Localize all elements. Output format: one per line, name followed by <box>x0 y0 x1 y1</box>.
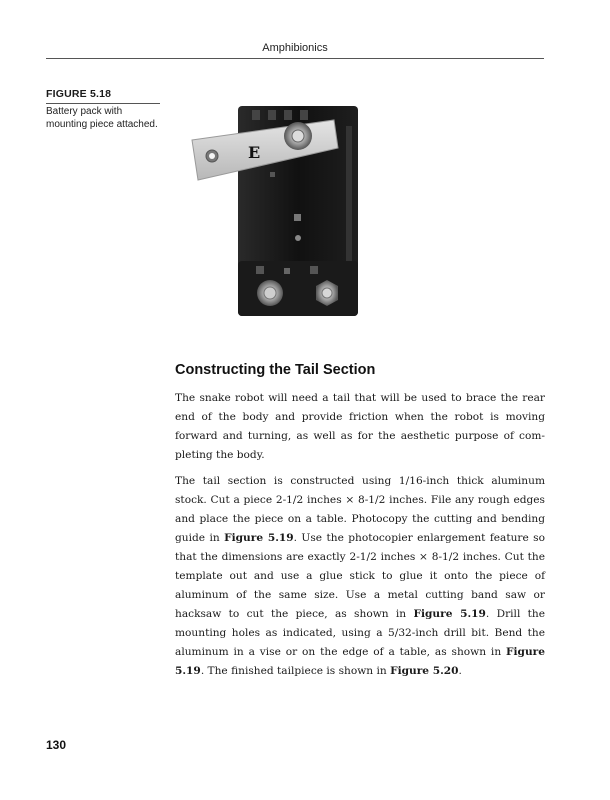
figure-ref-5-19-a: Figure 5.19 <box>224 532 294 544</box>
figure-ref-5-19-c: Figure 5.19 <box>175 646 545 677</box>
page-number: 130 <box>46 738 67 752</box>
paragraph-2-text-3: . Drill the mounting holes as indicated, using a 5/32-inch drill bit. Bend the aluminum in a vise or on the edge of a table, as shown in <box>175 608 546 658</box>
paragraph-2-text-1: The tail section is constructed using 1/16-inch thick aluminum stock. Cut a piece 2-1/2 inches × 8-1/2 inches. File any rough edges and place the piece on a table. Photocopy the cutting and bending guide in <box>175 475 545 544</box>
running-head: Amphibionics <box>262 42 328 54</box>
photo-letter: E <box>248 143 261 162</box>
paragraph-1: The snake robot will need a tail that will be used to brace the rear end of the body and provide friction when the robot is moving forward and turning, as well as for the aesthetic purpose of com-pleting the body. <box>175 392 545 461</box>
figure-caption: Battery pack with mounting piece attached. <box>46 106 158 130</box>
paragraph-2-text-2: . Use the photocopier enlargement feature so that the dimensions are exactly 2-1/2 inches × 8-1/2 inches. Cut the template out and use a glue stick to glue it onto the piece of aluminum of the same size. Use a metal cutting band saw or hacksaw to cut the piece, as shown in <box>175 532 546 620</box>
figure-label: FIGURE 5.18 <box>46 88 160 104</box>
figure-ref-5-20: Figure 5.20 <box>390 665 459 677</box>
paragraph-2-text-4: . The finished tailpiece is shown in <box>200 665 391 677</box>
battery-pack-photo <box>186 96 386 328</box>
header-rule <box>46 58 544 59</box>
section-heading: Constructing the Tail Section <box>175 362 376 378</box>
paragraph-2 <box>175 472 545 681</box>
paragraph-2-text-5: . <box>458 665 462 677</box>
figure-ref-5-19-b: Figure 5.19 <box>413 608 486 620</box>
